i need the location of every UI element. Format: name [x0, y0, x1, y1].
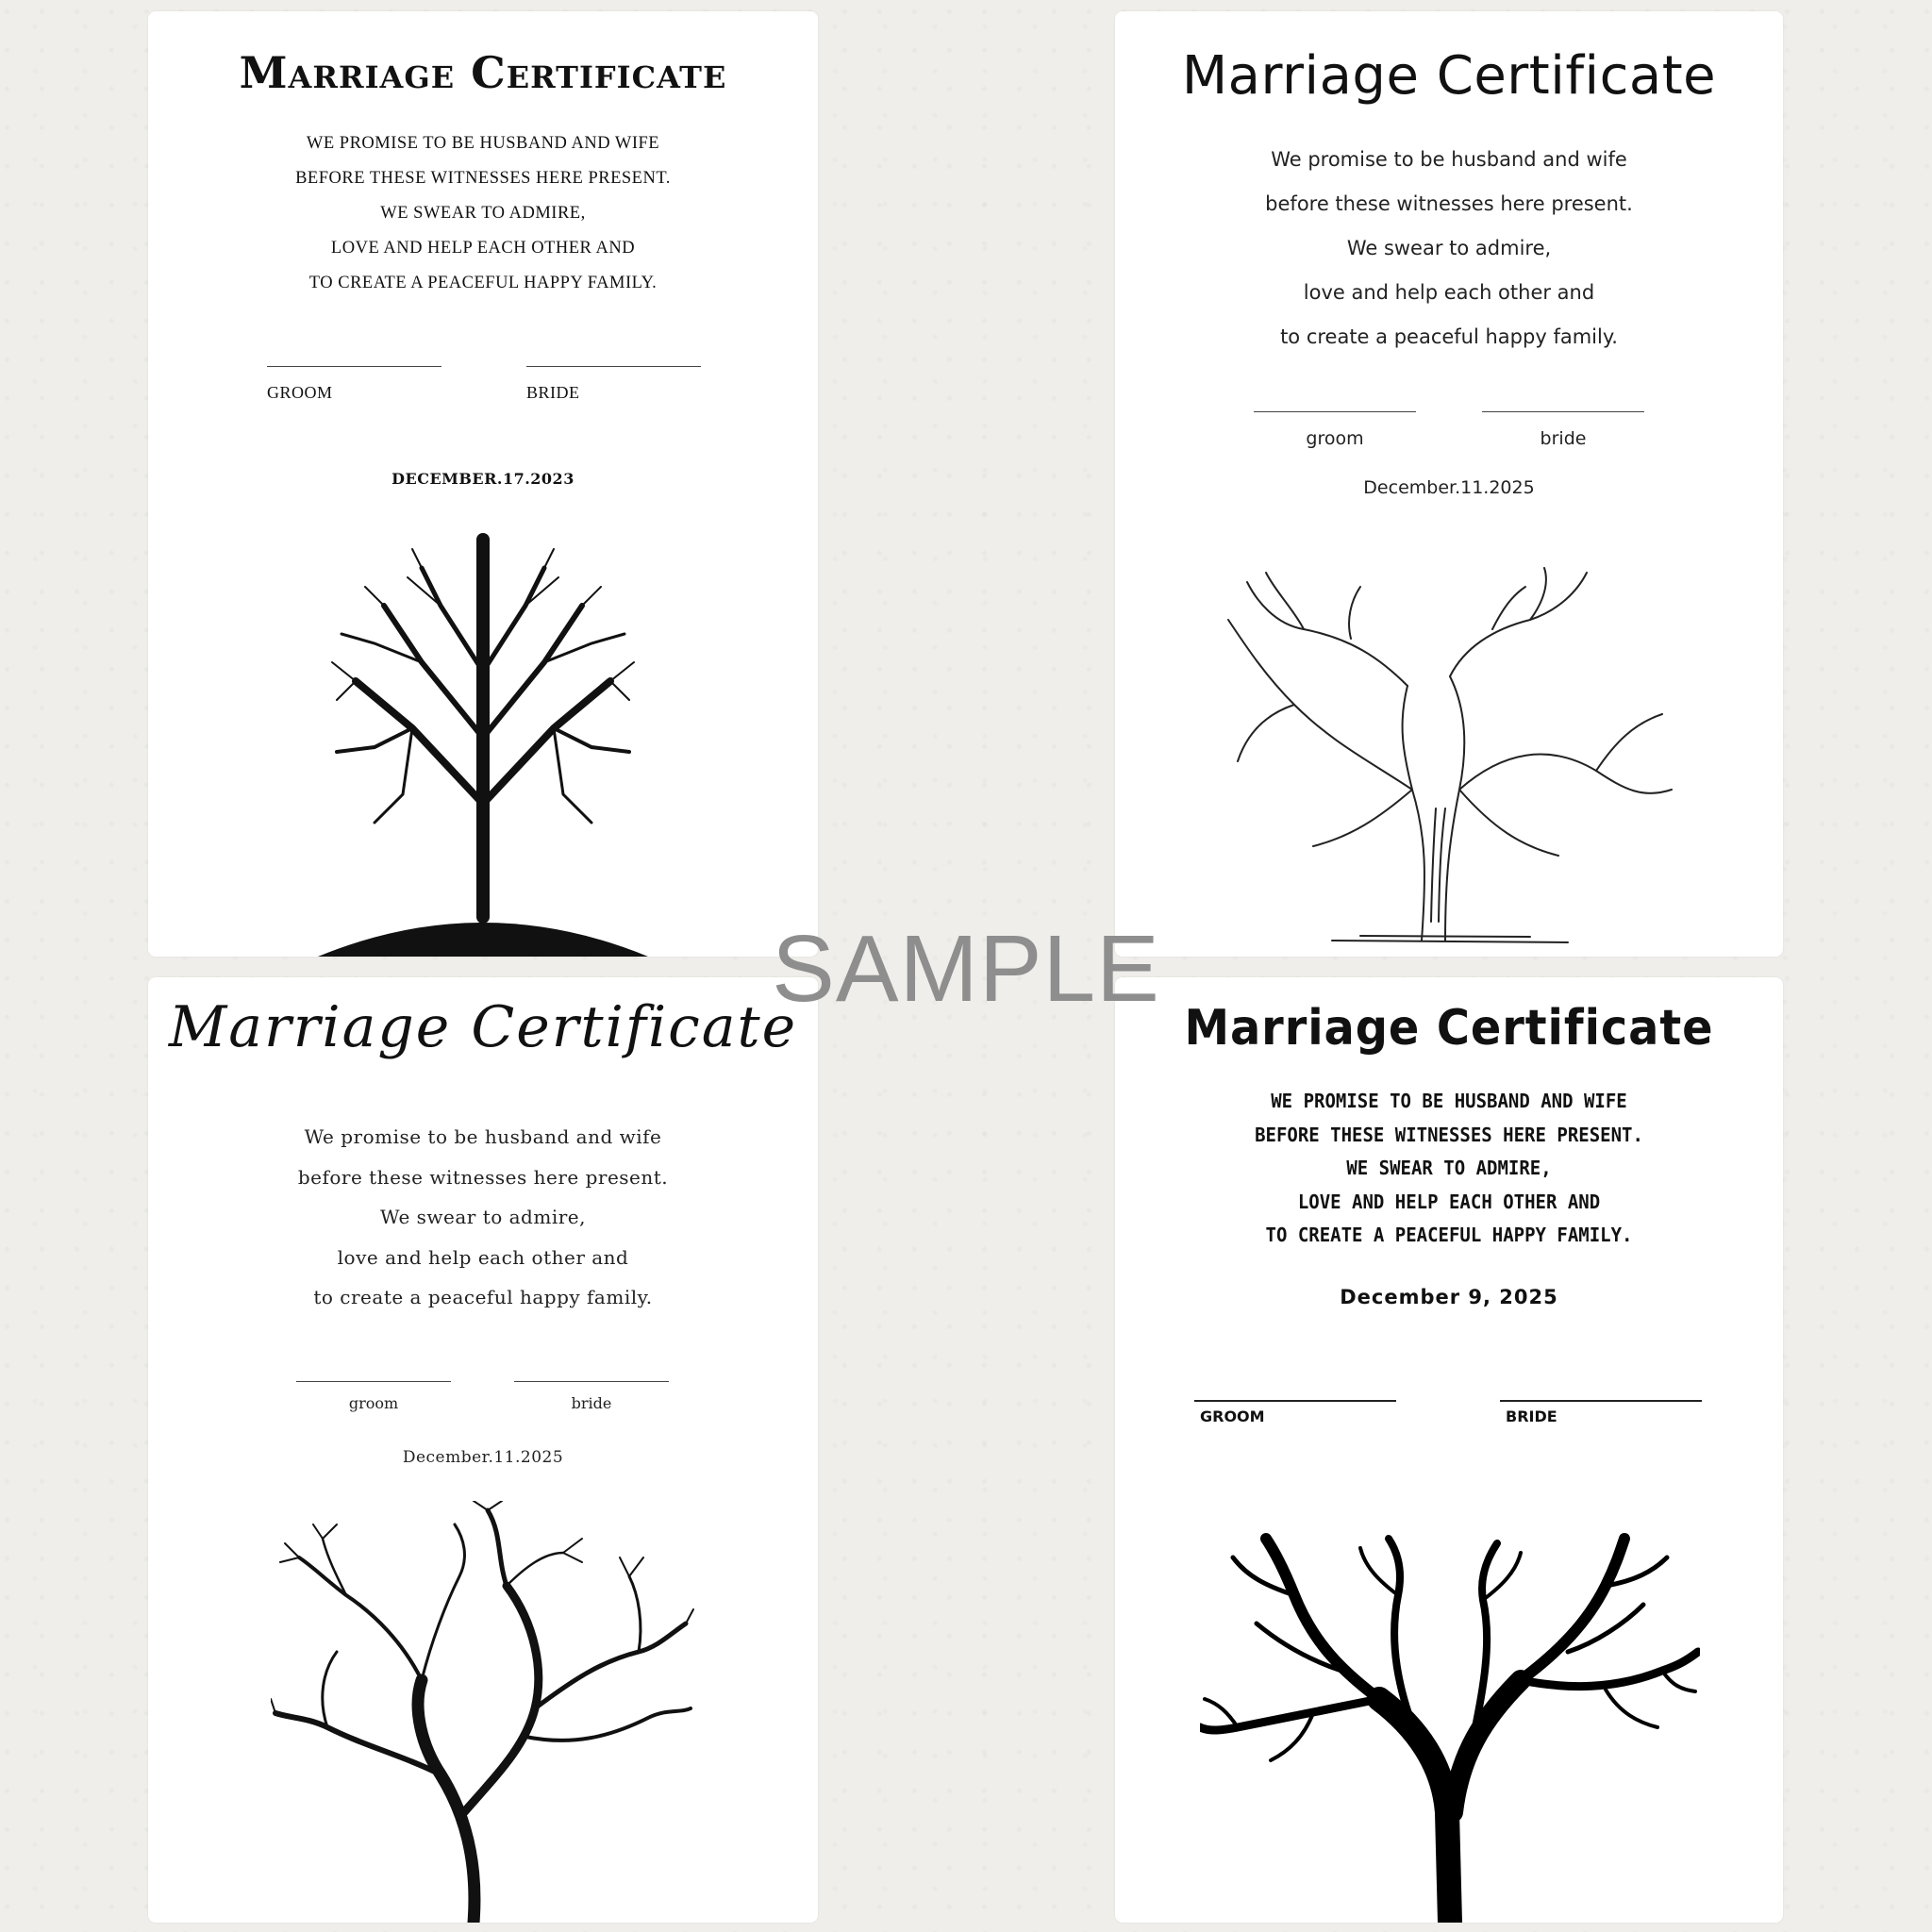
- bare-tree-silhouette-illustration: [1200, 1529, 1700, 1923]
- groom-label: groom: [1306, 428, 1364, 449]
- vow-line: to create a peaceful happy family.: [1280, 325, 1618, 348]
- sketched-tree-illustration: [1209, 563, 1690, 950]
- bare-tree-outline-illustration: [271, 1501, 695, 1923]
- signature-rule: [1194, 1400, 1396, 1402]
- signature-rule: [514, 1381, 669, 1382]
- groom-signature-line: [267, 366, 441, 402]
- groom-signature-line: [296, 1381, 451, 1412]
- vow-text: [1132, 1085, 1767, 1253]
- signature-rule: [1254, 411, 1416, 412]
- groom-signature-line: [1254, 411, 1416, 449]
- certificate-card-4: [1115, 977, 1783, 1923]
- vow-line: to create a peaceful happy family.: [313, 1286, 653, 1308]
- bride-signature-line: [514, 1381, 669, 1412]
- vow-line: love and help each other and: [1303, 281, 1595, 304]
- groom-label: groom: [348, 1394, 399, 1412]
- vow-line: WE PROMISE TO BE HUSBAND AND WIFE: [306, 134, 660, 153]
- vow-text: [1115, 138, 1783, 359]
- signature-rule: [526, 366, 701, 367]
- vow-line: LOVE AND HELP EACH OTHER AND: [1297, 1190, 1601, 1213]
- certificate-title: Marriage Certificate: [1184, 1000, 1714, 1057]
- groom-signature-line: [1194, 1400, 1396, 1425]
- vow-line: before these witnesses here present.: [1265, 192, 1633, 215]
- vow-line: love and help each other and: [337, 1245, 629, 1269]
- certificate-title: Marriage Certificate: [239, 47, 727, 98]
- certificate-date: DECEMBER.17.2023: [391, 470, 575, 488]
- vow-text: [148, 126, 818, 301]
- vow-line: BEFORE THESE WITNESSES HERE PRESENT.: [295, 169, 671, 188]
- vow-line: We swear to admire,: [380, 1206, 586, 1228]
- certificate-date: December.11.2025: [402, 1448, 564, 1467]
- sample-watermark: SAMPLE: [772, 916, 1160, 1022]
- vow-line: LOVE AND HELP EACH OTHER AND: [330, 239, 636, 258]
- groom-label: GROOM: [267, 383, 333, 402]
- signature-rule: [267, 366, 441, 367]
- bride-label: bride: [571, 1394, 612, 1412]
- signature-rule: [1482, 411, 1644, 412]
- certificate-card-1: [148, 11, 818, 957]
- bare-tree-on-hill-illustration: [318, 521, 648, 957]
- vow-line: WE SWEAR TO ADMIRE,: [1346, 1157, 1552, 1179]
- signature-rule: [296, 1381, 451, 1382]
- vow-line: TO CREATE A PEACEFUL HAPPY FAMILY.: [308, 274, 658, 292]
- certificate-title: Marriage Certificate: [1181, 45, 1717, 107]
- vow-line: BEFORE THESE WITNESSES HERE PRESENT.: [1255, 1123, 1643, 1146]
- certificate-title: Marriage Certificate: [168, 994, 798, 1060]
- bride-label: bride: [1540, 428, 1587, 449]
- certificate-date: December 9, 2025: [1340, 1286, 1558, 1308]
- bride-signature-line: [1500, 1400, 1702, 1425]
- certificate-date: December.11.2025: [1363, 477, 1535, 498]
- bride-signature-line: [1482, 411, 1644, 449]
- certificate-card-3: [148, 977, 818, 1923]
- vow-line: TO CREATE A PEACEFUL HAPPY FAMILY.: [1265, 1224, 1633, 1246]
- vow-text: [148, 1117, 818, 1318]
- vow-line: before these witnesses here present.: [297, 1165, 669, 1189]
- vow-line: WE PROMISE TO BE HUSBAND AND WIFE: [1271, 1090, 1627, 1112]
- bride-label: BRIDE: [1506, 1407, 1557, 1425]
- vow-line: We swear to admire,: [1346, 237, 1552, 259]
- vow-line: We promise to be husband and wife: [1271, 148, 1627, 171]
- certificate-card-2: [1115, 11, 1783, 957]
- vow-line: We promise to be husband and wife: [304, 1125, 662, 1148]
- groom-label: GROOM: [1200, 1407, 1265, 1425]
- signature-rule: [1500, 1400, 1702, 1402]
- bride-signature-line: [526, 366, 701, 402]
- bride-label: BRIDE: [526, 383, 580, 402]
- vow-line: WE SWEAR TO ADMIRE,: [380, 204, 586, 223]
